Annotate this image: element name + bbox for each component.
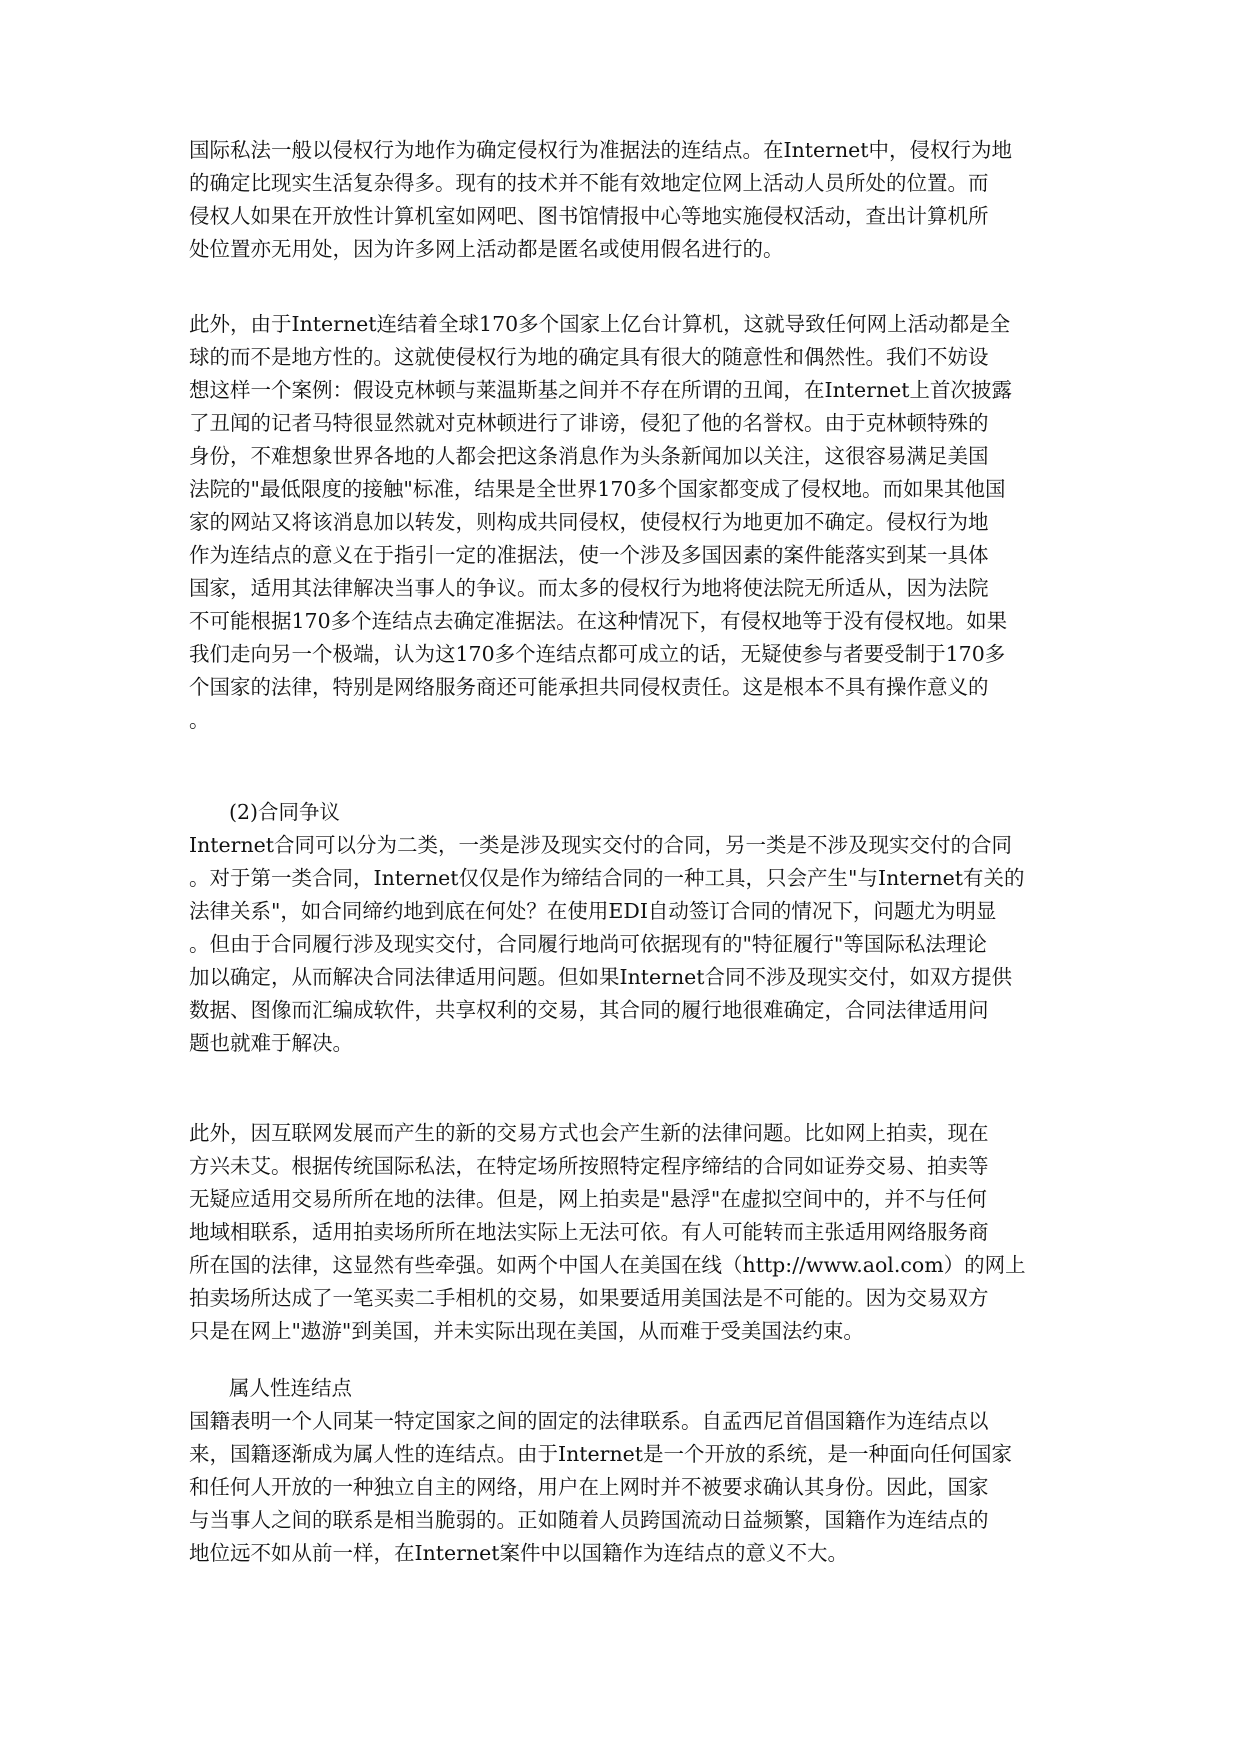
section-heading-personal-connection: 属人性连结点: [229, 1376, 352, 1400]
text-line: 地域相联系，适用拍卖场所所在地法实际上无法可依。有人可能转而主张适用网络服务商: [189, 1220, 989, 1244]
text-line: Internet合同可以分为二类，一类是涉及现实交付的合同，另一类是不涉及现实交付的合同: [189, 833, 1013, 857]
text-line: 和任何人开放的一种独立自主的网络，用户在上网时并不被要求确认其身份。因此，国家: [189, 1475, 989, 1499]
text-line: 国家，适用其法律解决当事人的争议。而太多的侵权行为地将使法院无所适从，因为法院: [189, 576, 989, 600]
text-line: 处位置亦无用处，因为许多网上活动都是匿名或使用假名进行的。: [189, 237, 784, 261]
text-line: 法院的"最低限度的接触"标准，结果是全世界170多个国家都变成了侵权地。而如果其他国: [189, 477, 1006, 501]
text-line: 只是在网上"遨游"到美国，并未实际出现在美国，从而难于受美国法约束。: [189, 1319, 864, 1343]
text-line: 的确定比现实生活复杂得多。现有的技术并不能有效地定位网上活动人员所处的位置。而: [189, 171, 989, 195]
text-line: 地位远不如从前一样，在Internet案件中以国籍作为连结点的意义不大。: [189, 1541, 849, 1565]
text-line: 。对于第一类合同，Internet仅仅是作为缔结合同的一种工具，只会产生"与Internet有关的: [189, 866, 1025, 890]
paragraph-nationality: [189, 1405, 1055, 1570]
text-line: 来，国籍逐渐成为属人性的连结点。由于Internet是一个开放的系统，是一种面向任何国家: [189, 1442, 1013, 1466]
text-line: 国籍表明一个人同某一特定国家之间的固定的法律联系。自孟西尼首倡国籍作为连结点以: [189, 1409, 989, 1433]
text-line: 拍卖场所达成了一笔买卖二手相机的交易，如果要适用美国法是不可能的。因为交易双方: [189, 1286, 989, 1310]
section-heading-contract-dispute: (2)合同争议: [229, 800, 341, 824]
text-line: 所在国的法律，这显然有些牵强。如两个中国人在美国在线（http://www.aol.com）的网上: [189, 1253, 1026, 1277]
text-line: 想这样一个案例：假设克林顿与莱温斯基之间并不存在所谓的丑闻，在Internet上首次披露: [189, 378, 1013, 402]
text-line: 无疑应适用交易所所在地的法律。但是，网上拍卖是"悬浮"在虚拟空间中的，并不与任何: [189, 1187, 987, 1211]
text-line: 了丑闻的记者马特很显然就对克林顿进行了诽谤，侵犯了他的名誉权。由于克林顿特殊的: [189, 411, 989, 435]
text-line: 家的网站又将该消息加以转发，则构成共同侵权，使侵权行为地更加不确定。侵权行为地: [189, 510, 989, 534]
text-line: 。: [189, 708, 210, 732]
text-line: 此外，因互联网发展而产生的新的交易方式也会产生新的法律问题。比如网上拍卖，现在: [189, 1121, 989, 1145]
paragraph-tort-place: [189, 134, 1055, 266]
paragraph-online-auction: [189, 1117, 1055, 1348]
text-line: 法律关系"，如合同缔约地到底在何处？在使用EDI自动签订合同的情况下，问题尤为明显: [189, 899, 997, 923]
text-line: 数据、图像而汇编成软件，共享权利的交易，其合同的履行地很难确定，合同法律适用问: [189, 998, 989, 1022]
text-line: 与当事人之间的联系是相当脆弱的。正如随着人员跨国流动日益频繁，国籍作为连结点的: [189, 1508, 989, 1532]
text-line: 题也就难于解决。: [189, 1031, 353, 1055]
text-line: 方兴未艾。根据传统国际私法，在特定场所按照特定程序缔结的合同如证券交易、拍卖等: [189, 1154, 989, 1178]
text-line: 加以确定，从而解决合同法律适用问题。但如果Internet合同不涉及现实交付，如双方提供: [189, 965, 1013, 989]
text-line: 。但由于合同履行涉及现实交付，合同履行地尚可依据现有的"特征履行"等国际私法理论: [189, 932, 987, 956]
text-line: 侵权人如果在开放性计算机室如网吧、图书馆情报中心等地实施侵权活动，查出计算机所: [189, 204, 989, 228]
text-line: 身份，不难想象世界各地的人都会把这条消息作为头条新闻加以关注，这很容易满足美国: [189, 444, 989, 468]
text-line: 球的而不是地方性的。这就使侵权行为地的确定具有很大的随意性和偶然性。我们不妨设: [189, 345, 989, 369]
text-line: 不可能根据170多个连结点去确定准据法。在这种情况下，有侵权地等于没有侵权地。如果: [189, 609, 1008, 633]
paragraph-global-activity: [189, 308, 1055, 737]
paragraph-contract-dispute: [189, 829, 1055, 1060]
text-line: 作为连结点的意义在于指引一定的准据法，使一个涉及多国因素的案件能落实到某一具体: [189, 543, 989, 567]
text-line: 此外，由于Internet连结着全球170多个国家上亿台计算机，这就导致任何网上活动都是全: [189, 312, 1011, 336]
text-line: 我们走向另一个极端，认为这170多个连结点都可成立的话，无疑使参与者要受制于170多: [189, 642, 1006, 666]
text-line: 个国家的法律，特别是网络服务商还可能承担共同侵权责任。这是根本不具有操作意义的: [189, 675, 989, 699]
text-line: 国际私法一般以侵权行为地作为确定侵权行为准据法的连结点。在Internet中，侵权行为地: [189, 138, 1013, 162]
